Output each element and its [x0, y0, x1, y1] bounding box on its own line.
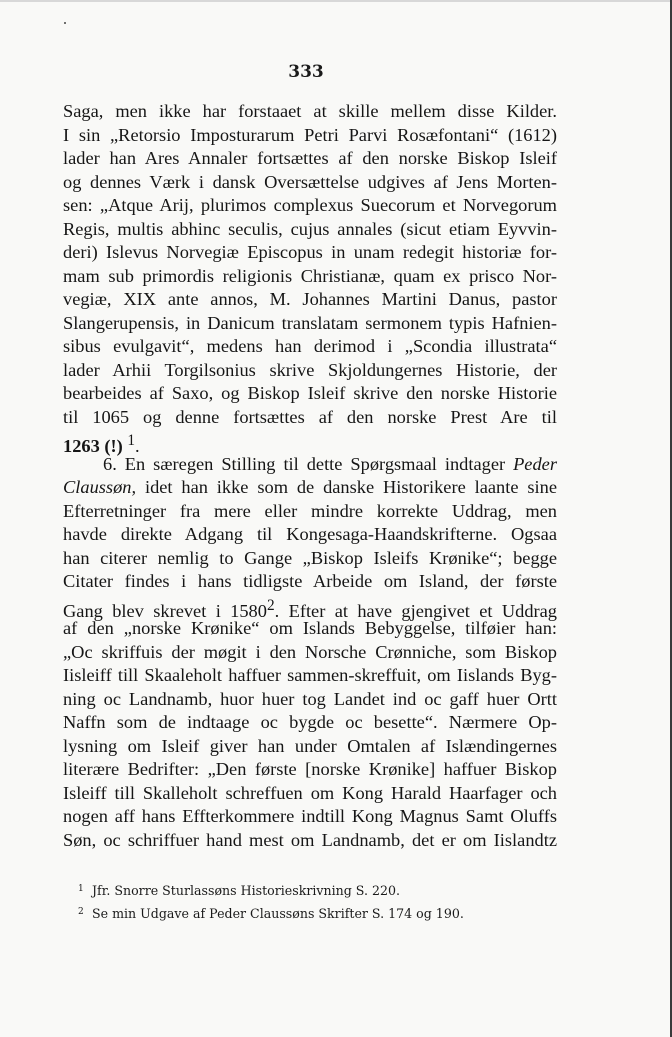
body-text [63, 100, 557, 852]
text-line: Regis, multis abhinc seculis, cujus annales (sicut etiam Eyvvin- [63, 218, 557, 239]
text-line: vegiæ, XIX ante annos, M. Johannes Martini Danus, pastor [63, 289, 557, 309]
page-number: 333 [288, 62, 324, 82]
text-line: af den „norske Krønike“ om Islands Bebyggelse, tilføier han: [63, 618, 557, 638]
text-line [63, 476, 557, 500]
footnote-ref: 2 [266, 596, 275, 614]
footnote [78, 901, 558, 924]
paragraph-text: 6. En særegen Stilling til dette Spørgsmaal indtager [103, 453, 506, 474]
text-line: Iisleiff till Skaaleholt haffuer sammen-skreffuit, om Iislands Byg- [63, 665, 557, 685]
text-line: sibus evulgavit“, medens han derimod i „Scondia illustrata“ [63, 336, 557, 356]
text-line: Citater findes i hans tidligste Arbeide om Island, der første [63, 571, 557, 591]
paragraph-text: Gang blev skrevet i 1580 [63, 600, 267, 621]
text-line [63, 453, 557, 477]
year-text: 1263 (!) [63, 436, 123, 457]
text-line: nogen aff hans Effterkommere indtill Kong Magnus Samt Oluffs [63, 806, 557, 826]
text-line: deri) Islevus Norvegiæ Episcopus in unam redegit historiæ for- [63, 242, 557, 262]
text-line: lader han Ares Annaler fortsættes af den norske Biskop Isleif [63, 148, 557, 168]
text-line: 1263 (!) $^1$. [63, 432, 140, 457]
text-line: Slangerupensis, in Danicum translatam sermonem typis Hafnien- [63, 312, 557, 333]
text-line: Saga, men ikke har forstaaet at skille mellem disse Kilder. [63, 101, 557, 121]
footnotes [78, 878, 558, 924]
text-line: Efterretninger fra mere eller mindre korrekte Uddrag, men [63, 500, 557, 521]
italic-name: Peder [513, 453, 557, 474]
text-line [63, 594, 557, 621]
text-line: sen: „Atque Arij, plurimos complexus Suecorum et Norvegorum [63, 195, 557, 215]
text-line: I sin „Retorsio Imposturarum Petri Parvi Rosæfontani“ (1612) [63, 124, 557, 145]
text-line: literære Bedrifter: „Den første [norske Krønike] haffuer Biskop [63, 759, 557, 779]
footnote-text: Se min Udgave af Peder Claussøns Skrifter S. 174 og 190. [92, 906, 464, 921]
footnote [78, 878, 558, 901]
footnote-ref: 1 [127, 432, 136, 449]
text-line: havde direkte Adgang til Kongesaga-Haandskrifterne. Ogsaa [63, 524, 557, 544]
text-line: mam sub primordis religionis Christianæ, quam ex prisco Nor- [63, 265, 557, 286]
text-line: og dennes Værk i dansk Oversættelse udgives af Jens Morten- [63, 171, 557, 192]
text-line: bearbeides af Saxo, og Biskop Isleif skrive den norske Historie [63, 383, 557, 403]
footnote-mark: 1 [78, 884, 84, 894]
text-line: lysning om Isleif giver han under Omtalen af Islændingernes [63, 735, 557, 756]
italic-name: Claussøn, [63, 477, 137, 497]
text-line: „Oc skriffuis der møgit i den Norsche Crønniche, som Biskop [63, 641, 557, 662]
footnote-text: Jfr. Snorre Sturlassøns Historieskrivning S. 220. [92, 883, 401, 898]
ink-speck [64, 22, 66, 24]
paragraph-text: idet han ikke som de danske Historikere laante sine [144, 477, 557, 497]
text-line: ning oc Landnamb, huor huer tog Landet ind oc gaff huer Ortt [63, 688, 557, 709]
text-line: han citerer nemlig to Gange „Biskop Isleifs Krønike“; begge [63, 547, 557, 568]
text-line: Søn, oc schriffuer hand mest om Landnamb, det er om Iislandtz [63, 829, 557, 850]
paragraph-text: . Efter at have gjengivet et Uddrag [274, 600, 557, 621]
footnote-mark: 2 [78, 907, 84, 917]
text-line: Isleiff till Skalleholt schreffuen om Kong Harald Haarfager och [63, 782, 557, 803]
page-top-edge [0, 0, 672, 2]
text-line: lader Arhii Torgilsonius skrive Skjoldungernes Historie, der [63, 359, 557, 380]
text-line: Naffn som de indtaage oc bygde oc besette“. Nærmere Op- [63, 712, 557, 732]
text-line: til 1065 og denne fortsættes af den norske Prest Are til [63, 406, 557, 427]
